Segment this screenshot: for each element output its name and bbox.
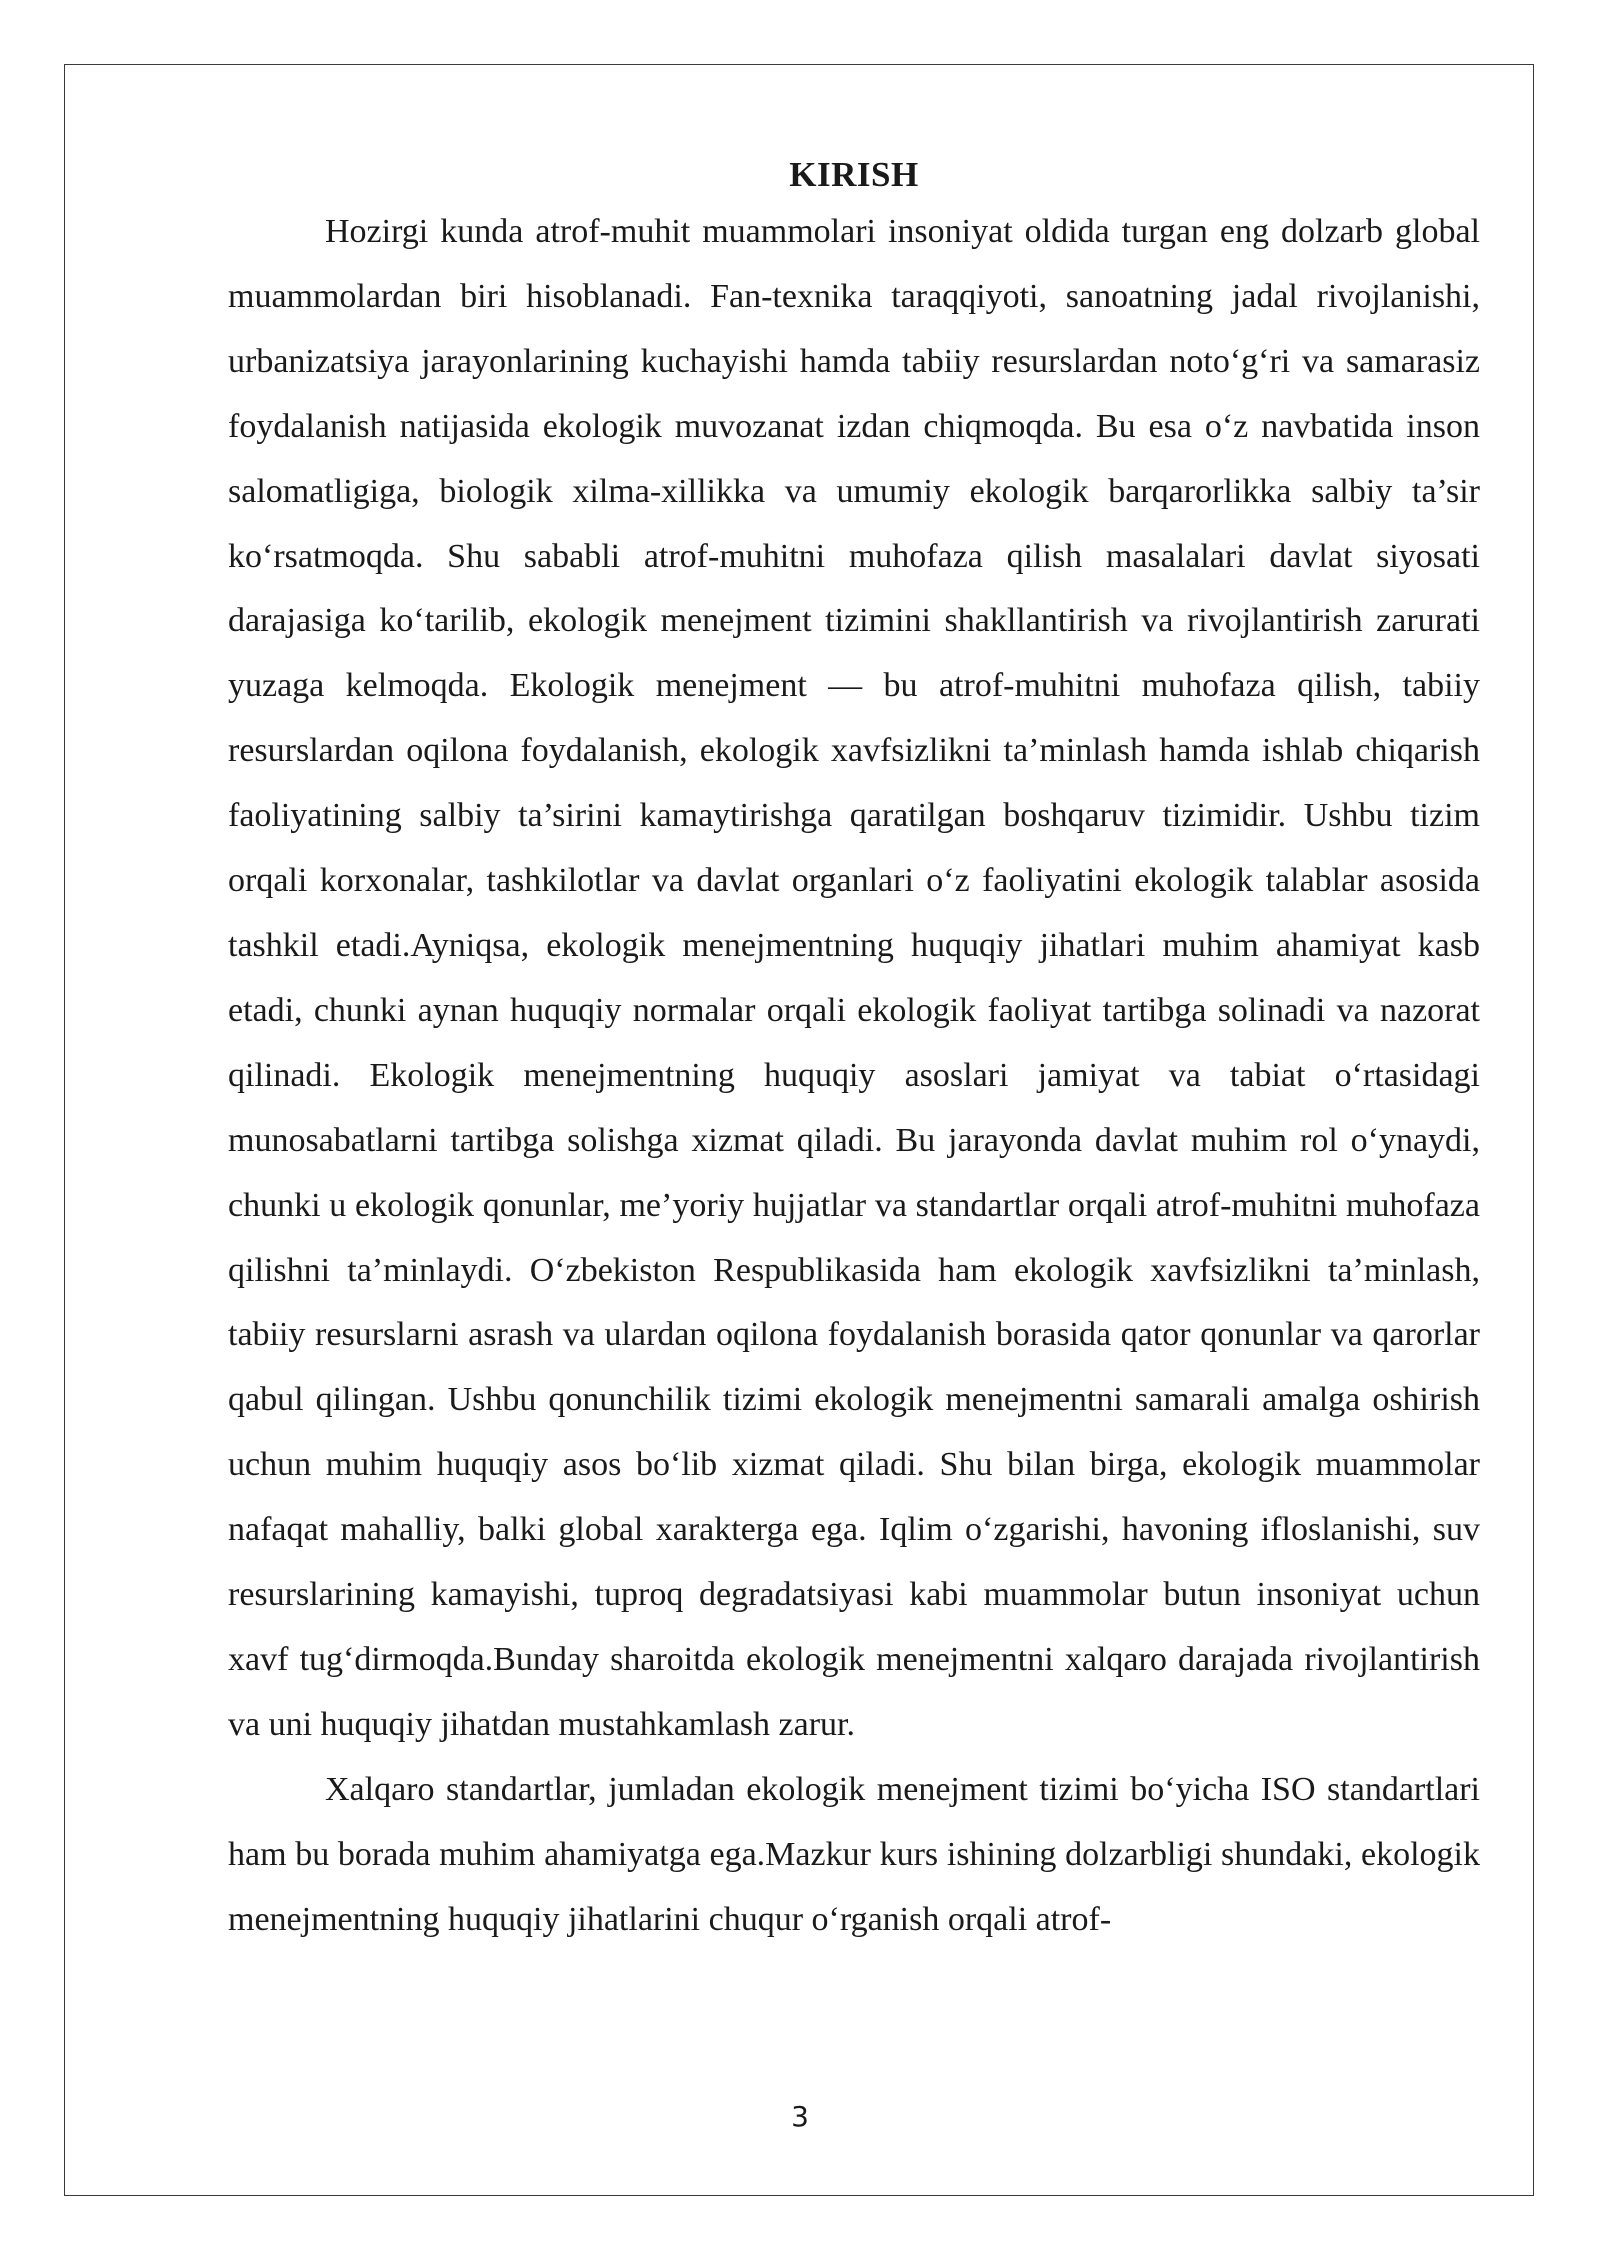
page-number: 3 [791,2100,809,2133]
section-title: KIRISH [789,155,919,194]
paragraph-1: Hozirgi kunda atrof-muhit muammolari insoniyat oldida turgan eng dolzarb global muammolardan biri hisoblanadi. Fan-texnika taraqqiyoti, sanoatning jadal rivojlanishi, urbanizatsiya jarayonlarining kuchayishi hamda tabiiy resurslardan noto‘g‘ri va samarasiz foydalanish natijasida ekologik muvozanat izdan chiqmoqda. Bu esa o‘z navbatida inson salomatligiga, biologik xilma-xillikka va umumiy ekologik barqarorlikka salbiy ta’sir ko‘rsatmoqda. Shu sababli atrof-muhitni muhofaza qilish masalalari davlat siyosati darajasiga ko‘tarilib, ekologik menejment tizimini shakllantirish va rivojlantirish zarurati yuzaga kelmoqda. Ekologik menejment — bu atrof-muhitni muhofaza qilish, tabiiy resurslardan oqilona foydalanish, ekologik xavfsizlikni ta’minlash hamda ishlab chiqarish faoliyatining salbiy ta’sirini kamaytirishga qaratilgan boshqaruv tizimidir. Ushbu tizim orqali korxonalar, tashkilotlar va davlat organlari o‘z faoliyatini ekologik talablar asosida tashkil etadi.Ayniqsa, ekologik menejmentning huquqiy jihatlari muhim ahamiyat kasb etadi, chunki aynan huquqiy normalar orqali ekologik faoliyat tartibga solinadi va nazorat qilinadi. Ekologik menejmentning huquqiy asoslari jamiyat va tabiat o‘rtasidagi munosabatlarni tartibga solishga xizmat qiladi. Bu jarayonda davlat muhim rol o‘ynaydi, chunki u ekologik qonunlar, me’yoriy hujjatlar va standartlar orqali atrof-muhitni muhofaza qilishni ta’minlaydi. O‘zbekiston Respublikasida ham ekologik xavfsizlikni ta’minlash, tabiiy resurslarni asrash va ulardan oqilona foydalanish borasida qator qonunlar va qarorlar qabul qilingan. Ushbu qonunchilik tizimi ekologik menejmentni samarali amalga oshirish uchun muhim huquqiy asos bo‘lib xizmat qiladi. Shu bilan birga, ekologik muammolar nafaqat mahalliy, balki global xarakterga ega. Iqlim o‘zgarishi, havoning ifloslanishi, suv resurslarining kamayishi, tuproq degradatsiyasi kabi muammolar butun insoniyat uchun xavf tug‘dirmoqda.Bunday sharoitda ekologik menejmentni xalqaro darajada rivojlantirish va uni huquqiy jihatdan mustahkamlash zarur. [228,213,1480,1743]
page-content [228,150,1480,1952]
paragraph-2: Xalqaro standartlar, jumladan ekologik menejment tizimi bo‘yicha ISO standartlari ham bu borada muhim ahamiyatga ega.Mazkur kurs ishining dolzarbligi shundaki, ekologik menejmentning huquqiy jihatlarini chuqur o‘rganish orqali atrof- [228,1770,1480,1938]
